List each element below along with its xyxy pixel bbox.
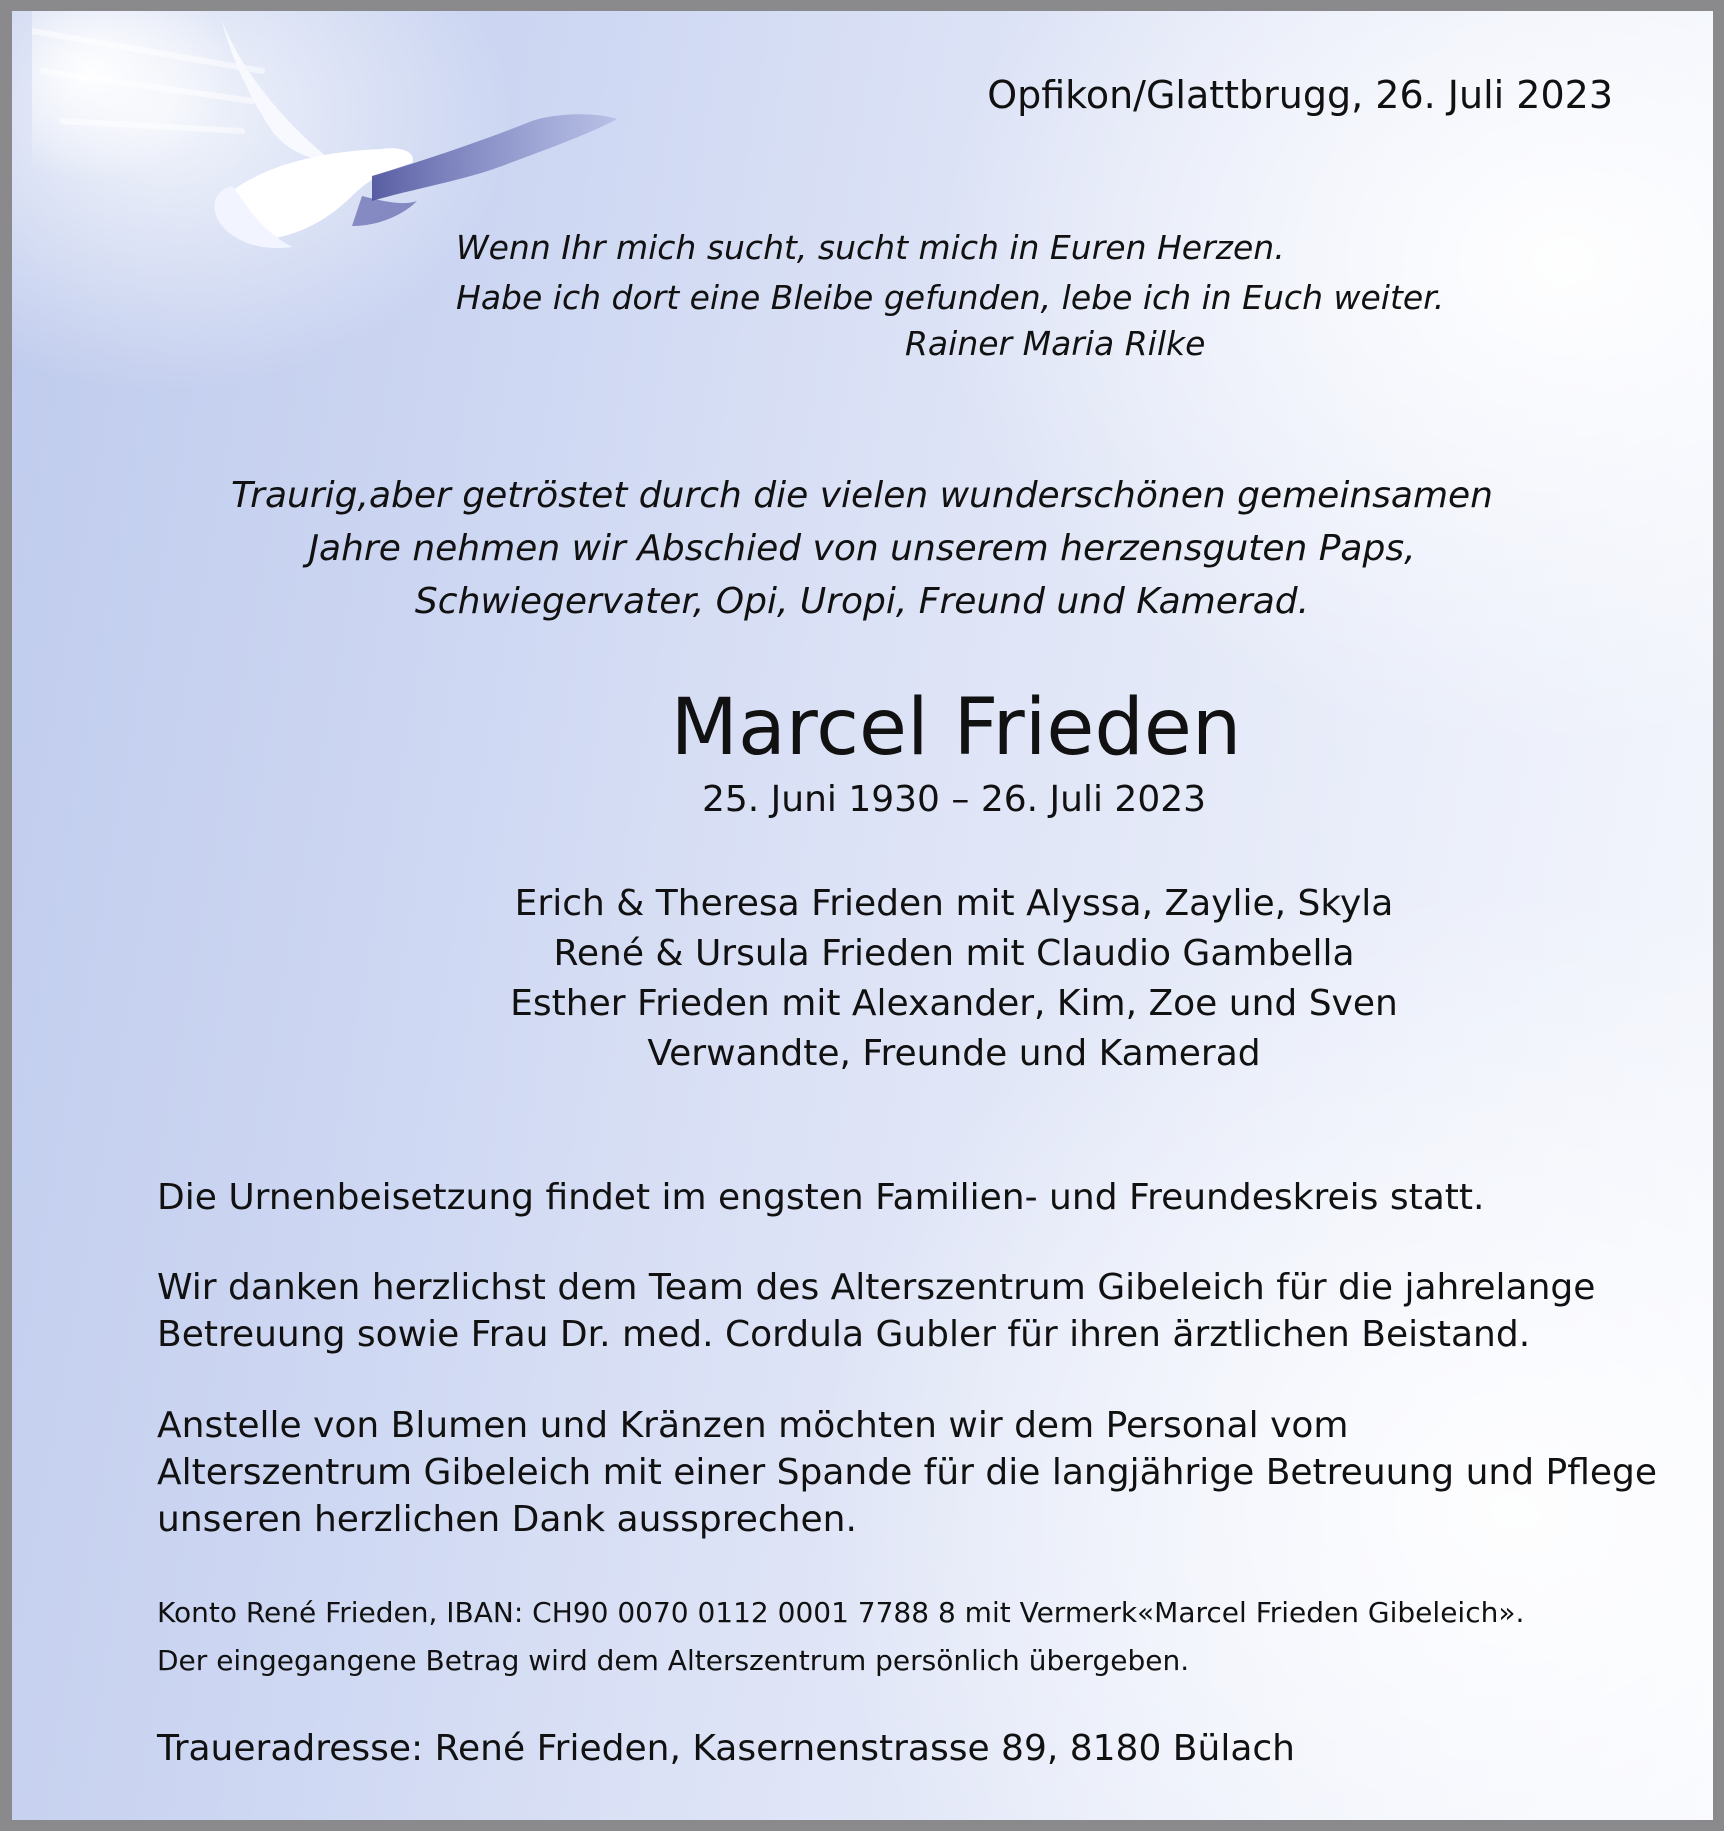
deceased-name: Marcel Frieden — [670, 683, 1242, 773]
paragraph-line: Alterszentrum Gibeleich mit einer Spande für die langjährige Betreuung und Pflege — [157, 1452, 1658, 1493]
quote — [456, 223, 1444, 323]
paragraph-line: Anstelle von Blumen und Kränzen möchten wir dem Personal vom — [157, 1405, 1349, 1446]
intro-line: Traurig,aber getröstet durch die vielen wunderschönen gemeinsamen — [230, 475, 1493, 516]
account-info — [157, 1589, 1524, 1685]
account-line: Konto René Frieden, IBAN: CH90 0070 0112 0001 7788 8 mit Vermerk«Marcel Frieden Gibeleich». — [157, 1596, 1525, 1629]
mourner-line: Esther Frieden mit Alexander, Kim, Zoe und Sven — [510, 983, 1398, 1024]
mourners-list — [12, 879, 1724, 1079]
intro-text — [12, 469, 1712, 628]
paragraph-line: unseren herzlichen Dank aussprechen. — [157, 1499, 857, 1540]
account-line: Der eingegangene Betrag wird dem Alterszentrum persönlich übergeben. — [157, 1644, 1190, 1677]
paragraph-line: Wir danken herzlichst dem Team des Alterszentrum Gibeleich für die jahrelange — [157, 1267, 1596, 1308]
thanks-paragraph — [157, 1264, 1595, 1358]
intro-line: Jahre nehmen wir Abschied von unserem herzensguten Paps, — [308, 528, 1416, 569]
life-dates: 25. Juni 1930 – 26. Juli 2023 — [701, 779, 1207, 820]
donation-paragraph — [157, 1402, 1657, 1543]
quote-author: Rainer Maria Rilke — [905, 324, 1206, 363]
intro-line: Schwiegervater, Opi, Uropi, Freund und Kamerad. — [414, 581, 1310, 622]
burial-paragraph — [157, 1174, 1484, 1221]
quote-line: Habe ich dort eine Bleibe gefunden, lebe ich in Euch weiter. — [456, 278, 1445, 317]
place-date: Opfikon/Glattbrugg, 26. Juli 2023 — [987, 73, 1613, 117]
mourner-line: René & Ursula Frieden mit Claudio Gambella — [553, 933, 1355, 974]
quote-line: Wenn Ihr mich sucht, sucht mich in Euren Herzen. — [456, 228, 1285, 267]
mourning-address: Traueradresse: René Frieden, Kasernenstrasse 89, 8180 Bülach — [157, 1728, 1295, 1769]
paragraph-line: Die Urnenbeisetzung findet im engsten Familien- und Freundeskreis statt. — [157, 1177, 1485, 1218]
paragraph-line: Betreuung sowie Frau Dr. med. Cordula Gubler für ihren ärztlichen Beistand. — [157, 1314, 1531, 1355]
mourner-line: Erich & Theresa Frieden mit Alyssa, Zaylie, Skyla — [514, 883, 1394, 924]
mourner-line: Verwandte, Freunde und Kamerad — [647, 1033, 1261, 1074]
